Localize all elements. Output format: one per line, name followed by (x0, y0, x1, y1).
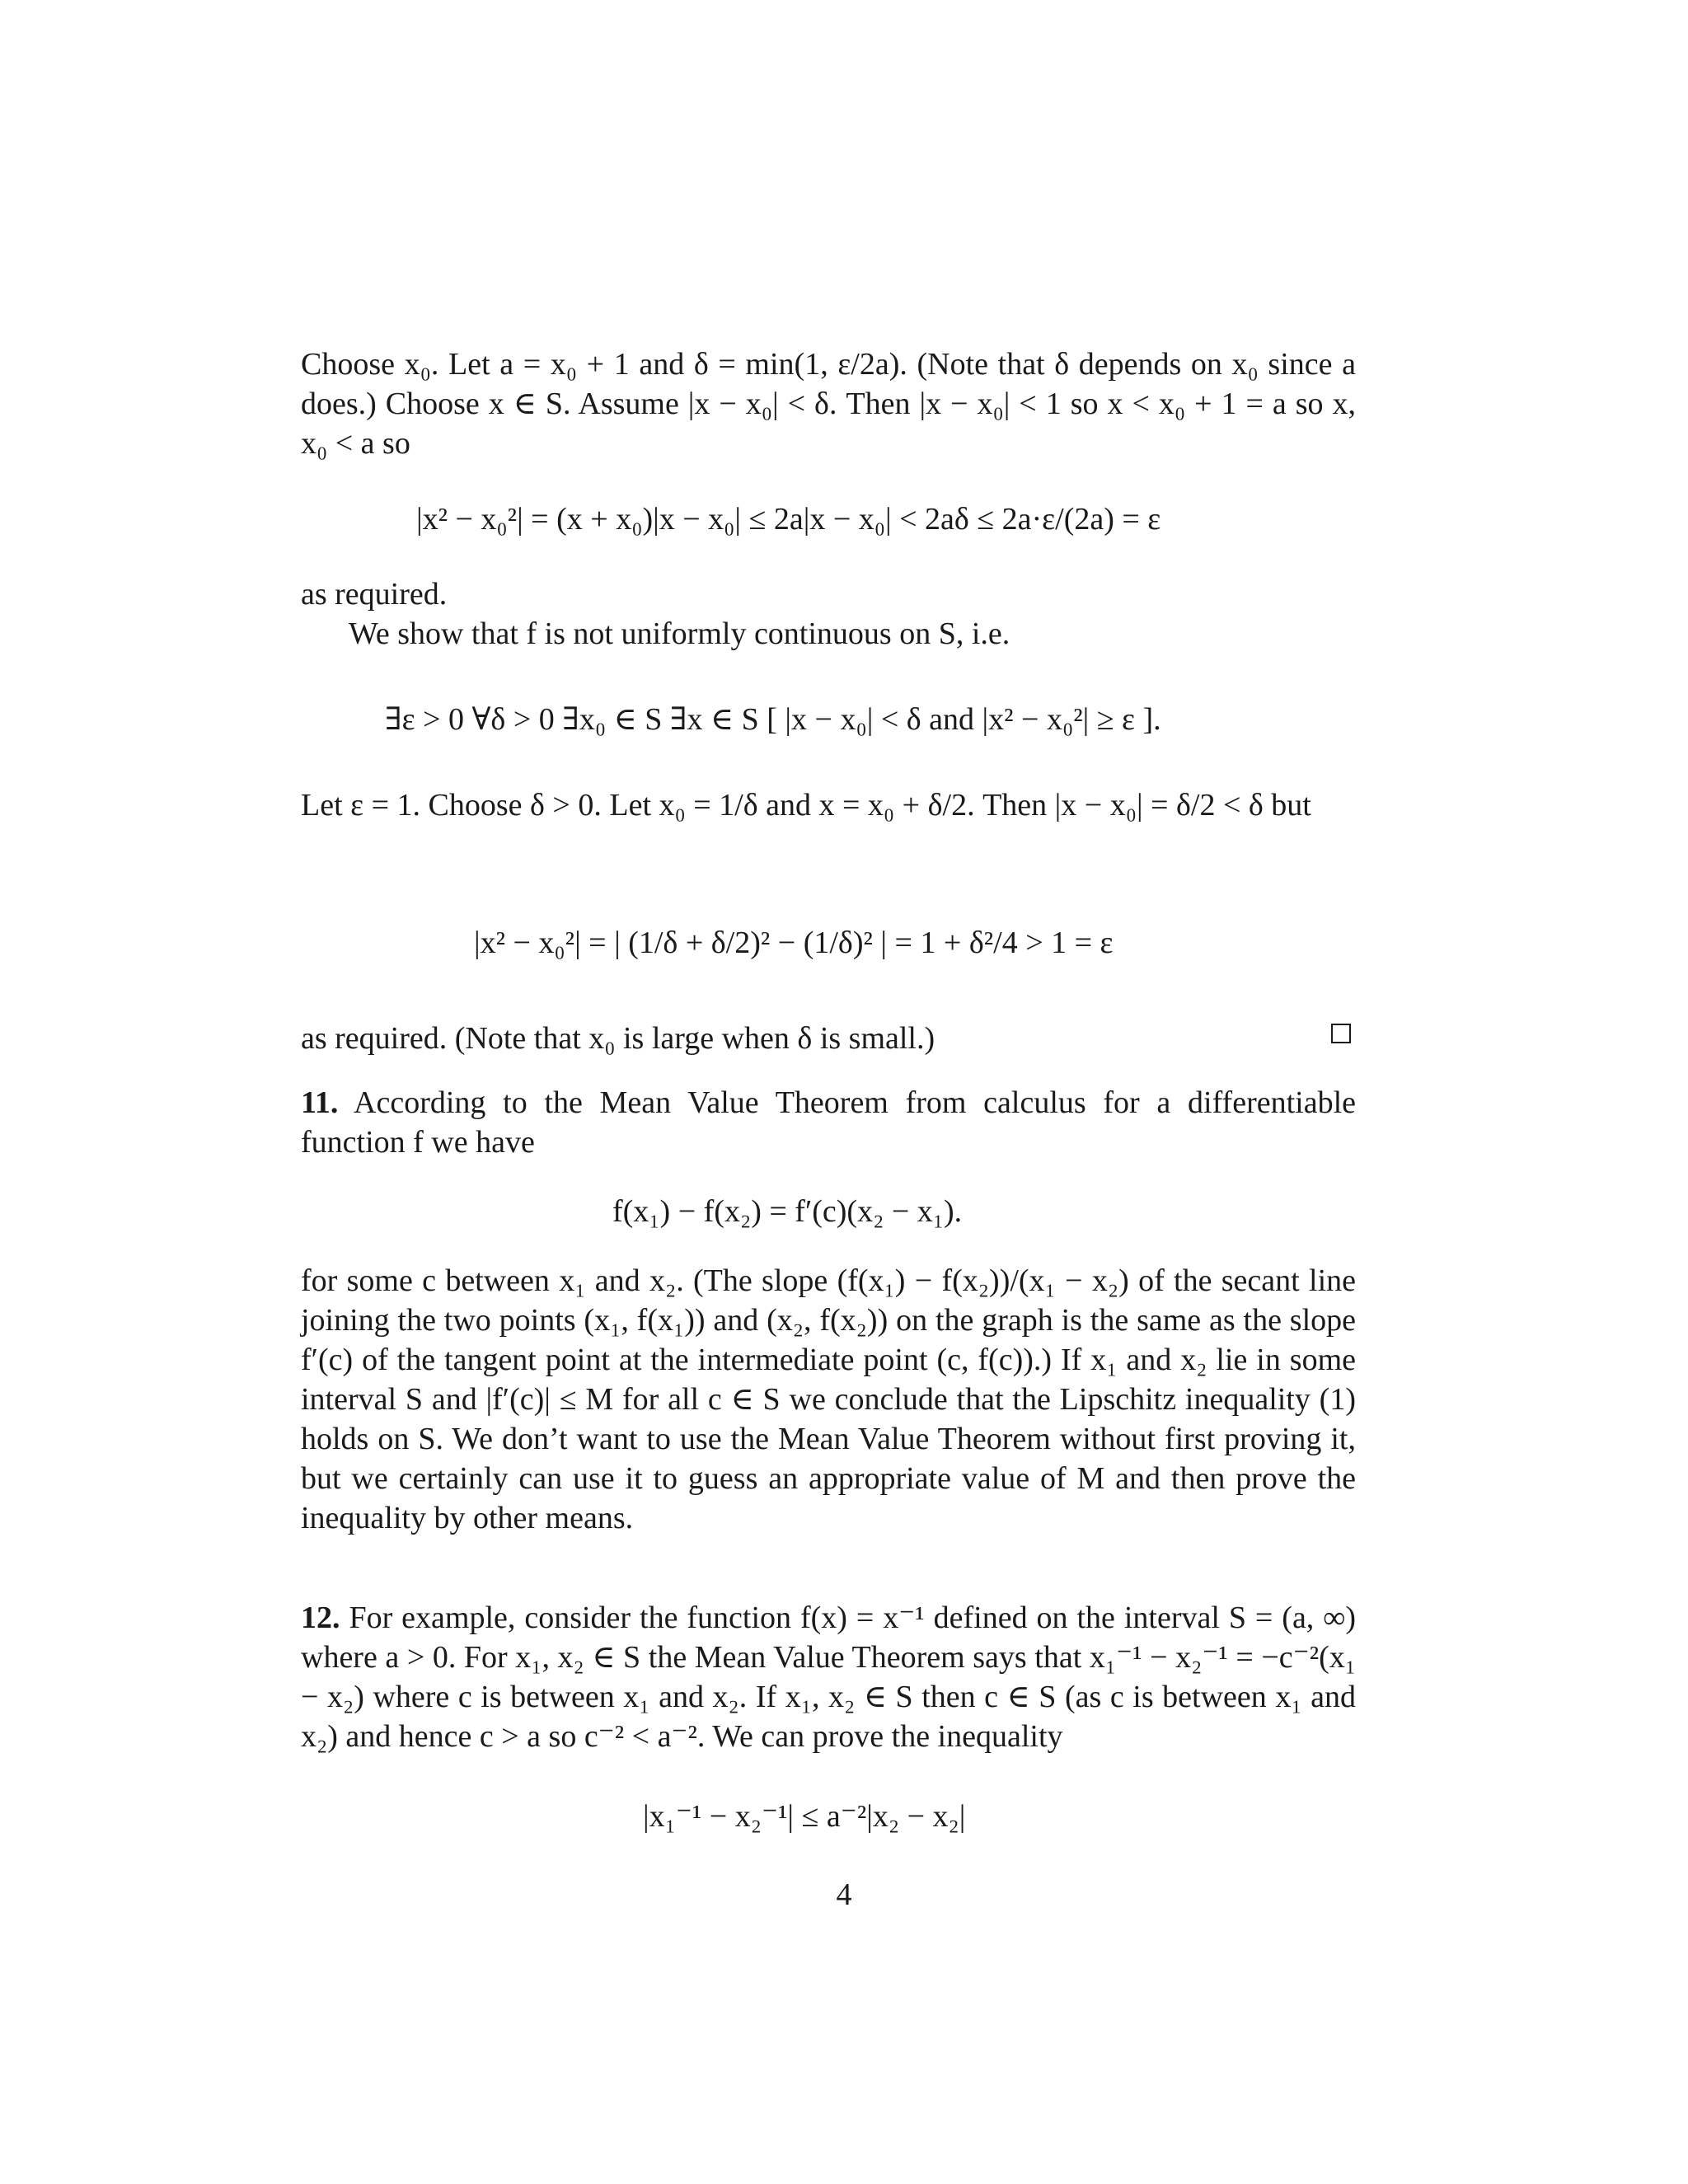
paragraph-item-12 (301, 1598, 1356, 1756)
item-12-text: For example, consider the function f(x) = x⁻¹ defined on the interval S = (a, ∞) where a > 0. For x₁, x₂ ∈ S the Mean Value Theorem says that x₁⁻¹ − x₂⁻¹ = −c⁻²(x₁ − x₂) where c is between x₁ and x₂. If x₁, x₂ ∈ S then c ∈ S (as c is between x₁ and x₂) and hence c > a so c⁻² < a⁻². We can prove the inequality (301, 1601, 1356, 1754)
equation-quantifiers: ∃ε > 0 ∀δ > 0 ∃x₀ ∈ S ∃x ∈ S [ |x − x₀| < δ and |x² − x₀²| ≥ ε ]. (385, 702, 1161, 737)
paragraph-choose-x0: Choose x₀. Let a = x₀ + 1 and δ = min(1, ε/2a). (Note that δ depends on x₀ since a does.) Choose x ∈ S. Assume |x − x₀| < δ. Then |x − x₀| < 1 so x < x₀ + 1 = a so x, x₀ < a so (301, 347, 1356, 461)
paragraph-note-large: as required. (Note that x₀ is large when δ is small.) (301, 1021, 935, 1056)
equation-counterexample: |x² − x₀²| = | (1/δ + δ/2)² − (1/δ)² | = 1 + δ²/4 > 1 = ε (474, 926, 1114, 960)
item-11-text: According to the Mean Value Theorem from calculus for a differentiable function f we have (301, 1085, 1356, 1160)
item-number-12: 12. (301, 1601, 340, 1635)
equation-estimate: |x² − x₀²| = (x + x₀)|x − x₀| ≤ 2a|x − x₀| < 2aδ ≤ 2a·ε/(2a) = ε (416, 502, 1161, 537)
qed-box-icon (1331, 1024, 1351, 1043)
paragraph-secant-slope: for some c between x₁ and x₂. (The slope (f(x₁) − f(x₂))/(x₁ − x₂) of the secant line joining the two points (x₁, f(x₁)) and (x₂, f(x₂)) on the graph is the same as the slope f′(c) of the tangent point at the intermediate point (c, f(c)).) If x₁ and x₂ lie in some interval S and |f′(c)| ≤ M for all c ∈ S we conclude that the Lipschitz inequality (1) holds on S. We don’t want to use the Mean Value Theorem without first proving it, but we certainly can use it to guess an appropriate value of M and then prove the inequality by other means. (301, 1263, 1356, 1535)
equation-mean-value: f(x₁) − f(x₂) = f′(c)(x₂ − x₁). (612, 1194, 963, 1229)
paragraph-as-required: as required. (301, 577, 448, 612)
page-number: 4 (836, 1877, 852, 1912)
paragraph-let-epsilon: Let ε = 1. Choose δ > 0. Let x₀ = 1/δ and x = x₀ + δ/2. Then |x − x₀| = δ/2 < δ but (301, 788, 1311, 823)
paragraph-not-uniform: We show that f is not uniformly continuous on S, i.e. (349, 616, 1010, 651)
equation-inequality: |x₁⁻¹ − x₂⁻¹| ≤ a⁻²|x₂ − x₂| (643, 1799, 966, 1834)
item-number-11: 11. (301, 1085, 339, 1120)
paragraph-item-11 (301, 1083, 1356, 1162)
